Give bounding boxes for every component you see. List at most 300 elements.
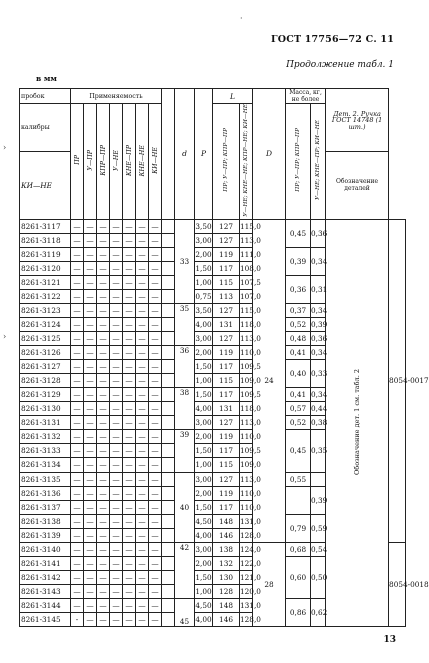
col-ki-ne: КИ—НЕ [20,151,71,219]
applicability-cell: — [84,289,97,303]
applicability-cell: — [110,584,123,598]
applicability-cell: — [136,261,149,275]
d-value: 38 [175,388,195,430]
pitch-value: 3,00 [195,332,213,346]
applicability-cell: — [123,514,136,528]
mass-ne: 0,36 [311,332,326,346]
applicability-cell: — [149,416,162,430]
mass-ne: 0,54 [311,542,326,556]
applicability-cell: — [84,486,97,500]
gauge-code: 8261-3122 [20,289,71,303]
spacer-cell [162,584,175,598]
applicability-cell: — [123,346,136,360]
gauge-code: 8261-3143 [20,584,71,598]
applicability-cell: — [123,247,136,261]
applicability-cell: — [71,303,84,317]
mass-ne: 0,34 [311,303,326,317]
col-l-b: У—НЕ; КНЕ—НЕ; КПР—НЕ; КИ—НЕ [243,104,250,217]
applicability-cell: — [97,570,110,584]
pitch-value: 3,00 [195,472,213,486]
col-plugs: пробок [20,89,71,104]
spacer-cell [162,542,175,556]
applicability-cell: — [84,219,97,233]
l-ne-value: 128,0 [240,528,253,542]
mass-pr: 0,60 [286,556,311,598]
applicability-cell: — [149,374,162,388]
mass-ne: 0,35 [311,430,326,472]
mass-pr: 0,48 [286,332,311,346]
applicability-cell: — [110,374,123,388]
applicability-cell: — [136,598,149,612]
applicability-cell: — [149,542,162,556]
col-det2: Дет. 2. Ручка ГОСТ 14748 (1 шт.) [331,109,383,131]
mass-ne: 0,33 [311,360,326,388]
applicability-cell: — [136,430,149,444]
spacer-cell [162,233,175,247]
pitch-value: 4,00 [195,318,213,332]
gauge-code: 8261-3127 [20,360,71,374]
gauge-code: 8261-3142 [20,570,71,584]
applicability-cell: — [110,444,123,458]
applicability-cell: — [149,612,162,626]
applicability-cell: — [110,486,123,500]
applicability-cell: — [136,570,149,584]
applicability-cell: — [71,275,84,289]
l-pr-value: 115 [213,275,240,289]
applicability-cell: — [149,430,162,444]
l-ne-value: 128,0 [240,612,253,626]
spacer-cell [162,472,175,486]
applicability-cell: — [110,402,123,416]
spacer-cell [162,416,175,430]
l-pr-value: 130 [213,570,240,584]
l-ne-value: 118,0 [240,402,253,416]
gauge-code: 8261-3121 [20,275,71,289]
applicability-cell: — [123,486,136,500]
col-pr: ПР [73,155,81,166]
l-ne-value: 115,0 [240,219,253,233]
applicability-cell: — [123,584,136,598]
l-pr-value: 127 [213,416,240,430]
applicability-cell: — [136,458,149,472]
applicability-cell: — [71,570,84,584]
l-pr-value: 115 [213,374,240,388]
applicability-cell: — [84,416,97,430]
l-ne-value: 121,0 [240,570,253,584]
applicability-cell: — [149,598,162,612]
margin-arrow: › [3,332,7,341]
col-p: P [195,89,213,220]
mass-ne: 0,31 [311,275,326,303]
spacer-cell [162,346,175,360]
mass-ne: 0,38 [311,416,326,430]
applicability-cell: — [149,261,162,275]
applicability-cell: — [136,402,149,416]
applicability-cell: — [110,318,123,332]
applicability-cell: — [84,275,97,289]
applicability-cell: — [123,374,136,388]
spacer-cell [162,430,175,444]
applicability-cell: — [123,416,136,430]
applicability-cell: — [97,430,110,444]
mass-pr: 0,79 [286,514,311,542]
applicability-cell: — [110,289,123,303]
applicability-cell: — [136,388,149,402]
applicability-cell: — [71,416,84,430]
l-pr-value: 148 [213,514,240,528]
spacer-cell [162,486,175,500]
l-pr-value: 131 [213,402,240,416]
l-pr-value: 148 [213,598,240,612]
l-ne-value: 109,0 [240,374,253,388]
pitch-value: 1,50 [195,388,213,402]
l-pr-value: 146 [213,612,240,626]
l-ne-value: 110,0 [240,430,253,444]
applicability-cell: — [97,402,110,416]
applicability-cell: — [149,444,162,458]
D-value: 24 [253,219,286,542]
applicability-cell: — [84,430,97,444]
mass-ne: 0,34 [311,247,326,275]
gauge-code: 8261-3123 [20,303,71,317]
col-kne-pr: КНЕ—ПР [125,144,133,176]
applicability-cell: — [71,458,84,472]
mass-pr: 0,57 [286,402,311,416]
l-ne-value: 110,0 [240,486,253,500]
l-pr-value: 138 [213,542,240,556]
d-value: 42 [175,542,195,598]
applicability-cell: — [123,430,136,444]
mass-ne: 0,34 [311,346,326,360]
pitch-value: 2,00 [195,556,213,570]
l-ne-value: 109,5 [240,388,253,402]
pitch-value: 2,00 [195,430,213,444]
l-ne-value: 107,0 [240,289,253,303]
applicability-cell: — [97,289,110,303]
l-pr-value: 146 [213,528,240,542]
applicability-cell: — [123,318,136,332]
mass-pr: 0,40 [286,360,311,388]
mass-ne: 0,34 [311,388,326,402]
mass-pr: 0,39 [286,247,311,275]
col-u-ne: У—НЕ [112,149,120,171]
applicability-cell: — [123,275,136,289]
units-label: в мм [36,74,57,83]
d-value: 39 [175,430,195,472]
applicability-cell: — [136,584,149,598]
applicability-cell: — [97,458,110,472]
pitch-value: 2,00 [195,346,213,360]
pitch-value: 4,00 [195,402,213,416]
applicability-cell: — [149,528,162,542]
gauge-code: 8261-3133 [20,444,71,458]
applicability-cell: — [71,261,84,275]
col-designation: Обозначение деталей [326,151,389,219]
col-kpr-pr: КПР—ПР [99,145,107,176]
mass-ne: 0,59 [311,514,326,542]
mass-ne: 0,39 [311,486,326,514]
applicability-cell: — [84,303,97,317]
det1-note-cell [326,219,389,626]
applicability-cell: — [149,346,162,360]
applicability-cell: — [136,500,149,514]
pitch-value: 4,50 [195,598,213,612]
mass-ne: 0,36 [311,219,326,247]
l-pr-value: 127 [213,303,240,317]
spacer-cell [162,444,175,458]
applicability-cell: — [149,570,162,584]
mass-pr: 0,52 [286,416,311,430]
applicability-cell: — [149,332,162,346]
applicability-cell: — [97,598,110,612]
applicability-cell: — [136,303,149,317]
applicability-cell: — [110,458,123,472]
gauge-code: 8261-3124 [20,318,71,332]
mass-pr: 0,36 [286,275,311,303]
pitch-value: 1,50 [195,570,213,584]
applicability-cell: — [84,598,97,612]
applicability-cell: — [123,500,136,514]
applicability-cell: — [71,318,84,332]
gauge-code: 8261-3135 [20,472,71,486]
applicability-cell: — [71,247,84,261]
gauge-code: 8261-3141 [20,556,71,570]
applicability-cell: — [123,303,136,317]
applicability-cell: — [97,275,110,289]
spacer-cell [162,500,175,514]
applicability-cell: — [123,289,136,303]
col-d: d [175,89,195,220]
l-pr-value: 115 [213,458,240,472]
col-l-a: ПР; У—ПР; КПР—ПР [223,128,230,193]
spacer-cell [162,556,175,570]
gauge-code: 8261-3145 [20,612,71,626]
mass-pr: 0,37 [286,303,311,317]
applicability-cell: — [84,612,97,626]
spacer-cell [162,598,175,612]
applicability-cell: — [97,584,110,598]
applicability-cell: — [84,360,97,374]
pitch-value: 1,00 [195,584,213,598]
applicability-cell: — [84,247,97,261]
applicability-cell: — [123,444,136,458]
gauge-code: 8261-3129 [20,388,71,402]
l-pr-value: 119 [213,486,240,500]
mass-pr: 0,41 [286,388,311,402]
applicability-cell: — [123,233,136,247]
gauge-code: 8261-3138 [20,514,71,528]
gauge-code: 8261-3144 [20,598,71,612]
applicability-cell: — [84,402,97,416]
l-pr-value: 117 [213,500,240,514]
applicability-cell: — [149,500,162,514]
applicability-cell: — [136,472,149,486]
d-value: 36 [175,346,195,388]
applicability-cell: — [84,261,97,275]
applicability-cell: — [149,514,162,528]
l-ne-value: 110,0 [240,500,253,514]
applicability-cell: — [123,388,136,402]
applicability-cell: — [71,528,84,542]
gauge-code: 8261-3117 [20,219,71,233]
applicability-cell: — [97,247,110,261]
det1-note: Обозначение дет. 1 см. табл. 2 [353,368,362,475]
spacer-cell [162,360,175,374]
applicability-cell: — [149,556,162,570]
l-ne-value: 109,5 [240,444,253,458]
spacer-cell [162,247,175,261]
gauge-code: 8261-3137 [20,500,71,514]
applicability-cell: — [97,374,110,388]
l-pr-value: 128 [213,584,240,598]
col-mass-b: У—НЕ; КНЕ—ПР; КИ—НЕ [315,120,322,201]
applicability-cell: — [149,472,162,486]
applicability-cell: — [149,318,162,332]
applicability-cell: — [97,388,110,402]
mass-ne: 0,62 [311,598,326,626]
spacer-cell [162,402,175,416]
l-ne-value: 120,0 [240,584,253,598]
pitch-value: 0,75 [195,289,213,303]
l-ne-value: 124,0 [240,542,253,556]
applicability-cell: — [123,458,136,472]
applicability-cell: — [110,416,123,430]
pitch-value: 4,00 [195,612,213,626]
applicability-cell: — [123,360,136,374]
applicability-cell: — [136,528,149,542]
pitch-value: 1,00 [195,275,213,289]
l-pr-value: 132 [213,556,240,570]
applicability-cell: — [97,346,110,360]
applicability-cell: — [136,486,149,500]
mass-ne: 0,50 [311,556,326,598]
applicability-cell: — [110,233,123,247]
table-row [20,219,406,233]
spacer-cell [162,275,175,289]
mass-pr: 0,52 [286,318,311,332]
l-pr-value: 131 [213,318,240,332]
applicability-cell: — [84,388,97,402]
applicability-cell: — [97,444,110,458]
applicability-cell: — [84,318,97,332]
applicability-cell: — [149,233,162,247]
applicability-cell: — [123,219,136,233]
gauge-code: 8261-3128 [20,374,71,388]
l-ne-value: 108,0 [240,261,253,275]
mass-pr [286,486,311,514]
l-ne-value: 118,0 [240,318,253,332]
spacer-cell [162,458,175,472]
applicability-cell: — [84,570,97,584]
applicability-cell: — [149,402,162,416]
applicability-cell: — [123,570,136,584]
applicability-cell: — [97,542,110,556]
l-pr-value: 127 [213,219,240,233]
col-ki-ne2: КИ—НЕ [151,146,159,174]
d-value: 35 [175,303,195,345]
pitch-value: 1,50 [195,360,213,374]
spacer-cell [162,374,175,388]
l-ne-value: 122,0 [240,556,253,570]
mass-pr: 0,41 [286,346,311,360]
mass-ne [311,472,326,486]
applicability-cell: — [136,275,149,289]
applicability-cell: — [110,500,123,514]
applicability-cell: — [110,514,123,528]
applicability-cell: — [110,528,123,542]
spacer-cell [162,570,175,584]
pitch-value: 3,50 [195,219,213,233]
gauge-code: 8261-3139 [20,528,71,542]
applicability-cell: — [136,514,149,528]
applicability-cell: — [84,472,97,486]
applicability-cell: — [123,332,136,346]
pitch-value: 1,50 [195,500,213,514]
applicability-cell: — [136,416,149,430]
applicability-cell: — [71,472,84,486]
d-value: 40 [175,472,195,542]
margin-arrow: › [3,143,7,152]
applicability-cell: — [110,598,123,612]
applicability-cell: — [84,346,97,360]
mass-ne: 0,44 [311,402,326,416]
spacer-cell [162,219,175,233]
pitch-value: 2,00 [195,247,213,261]
applicability-cell: — [84,542,97,556]
applicability-cell: — [149,303,162,317]
applicability-cell: — [149,486,162,500]
applicability-cell: — [136,556,149,570]
applicability-cell: - [71,612,84,626]
continuation-label: Продолжение табл. 1 [286,60,394,70]
D-value: 28 [253,542,286,626]
l-ne-value: 113,0 [240,416,253,430]
l-pr-value: 127 [213,472,240,486]
applicability-cell: — [71,584,84,598]
applicability-cell: — [71,289,84,303]
gauge-code: 8261-3132 [20,430,71,444]
applicability-cell: — [136,332,149,346]
applicability-cell: — [71,388,84,402]
pitch-value: 3,00 [195,416,213,430]
spacer-cell [162,514,175,528]
applicability-cell: — [110,332,123,346]
pitch-value: 4,00 [195,528,213,542]
applicability-cell: — [71,219,84,233]
applicability-cell: — [136,289,149,303]
applicability-cell: — [136,233,149,247]
applicability-cell: — [136,444,149,458]
l-pr-value: 117 [213,360,240,374]
applicability-cell: — [110,570,123,584]
applicability-cell: — [71,444,84,458]
spacer-cell [162,303,175,317]
pitch-value: 3,00 [195,233,213,247]
applicability-cell: — [123,598,136,612]
l-ne-value: 113,0 [240,233,253,247]
applicability-cell: — [149,275,162,289]
gauge-code: 8261-3131 [20,416,71,430]
d-value: 33 [175,219,195,303]
applicability-cell: — [110,556,123,570]
det2-designation: 8054-0018 [389,542,406,626]
gauge-code: 8261-3125 [20,332,71,346]
applicability-cell: — [149,289,162,303]
spacer-cell [162,289,175,303]
applicability-cell: — [97,318,110,332]
applicability-cell: — [136,612,149,626]
applicability-cell: — [71,360,84,374]
